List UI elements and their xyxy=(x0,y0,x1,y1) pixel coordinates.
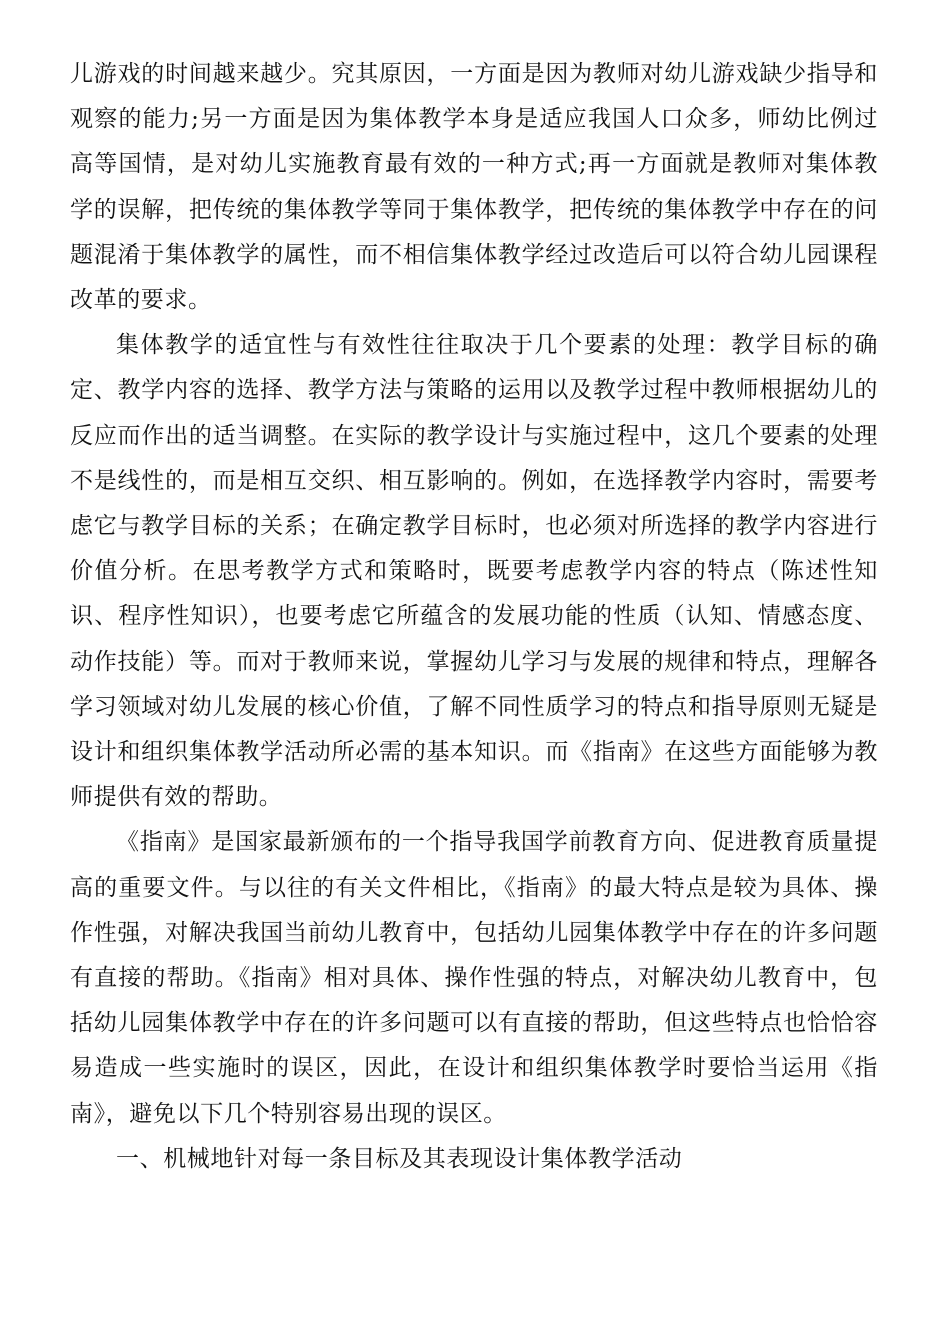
paragraph-continuation: 儿游戏的时间越来越少。究其原因，一方面是因为教师对幼儿游戏缺少指导和观察的能力;另一方面是因为集体教学本身是适应我国人口众多，师幼比例过高等国情，是对幼儿实施教育最有效的一种方式;再一方面就是教师对集体教学的误解，把传统的集体教学等同于集体教学，把传统的集体教学中存在的问题混淆于集体教学的属性，而不相信集体教学经过改造后可以符合幼儿园课程改革的要求。 xyxy=(70,61,878,314)
paragraph-guide-intro: 《指南》是国家最新颁布的一个指导我国学前教育方向、促进教育质量提高的重要文件。与以往的有关文件相比，《指南》的最大特点是较为具体、操作性强，对解决我国当前幼儿教育中，包括幼儿园集体教学中存在的许多问题有直接的帮助。《指南》相对具体、操作性强的特点，对解决幼儿教育中，包括幼儿园集体教学中存在的许多问题可以有直接的帮助，但这些特点也恰恰容易造成一些实施时的误区，因此，在设计和组织集体教学时要恰当运用《指南》，避免以下几个特别容易出现的误区。 xyxy=(70,829,878,1127)
document-body xyxy=(70,52,878,1182)
section-heading-1: 一、机械地针对每一条目标及其表现设计集体教学活动 xyxy=(116,1145,683,1172)
paragraph-teaching-elements: 集体教学的适宜性与有效性往往取决于几个要素的处理：教学目标的确定、教学内容的选择、教学方法与策略的运用以及教学过程中教师根据幼儿的反应而作出的适当调整。在实际的教学设计与实施过程中，这几个要素的处理不是线性的，而是相互交织、相互影响的。例如，在选择教学内容时，需要考虑它与教学目标的关系；在确定教学目标时，也必须对所选择的教学内容进行价值分析。在思考教学方式和策略时，既要考虑教学内容的特点（陈述性知识、程序性知识），也要考虑它所蕴含的发展功能的性质（认知、情感态度、动作技能）等。而对于教师来说，掌握幼儿学习与发展的规律和特点，理解各学习领域对幼儿发展的核心价值，了解不同性质学习的特点和指导原则无疑是设计和组织集体教学活动所必需的基本知识。而《指南》在这些方面能够为教师提供有效的帮助。 xyxy=(70,332,878,811)
